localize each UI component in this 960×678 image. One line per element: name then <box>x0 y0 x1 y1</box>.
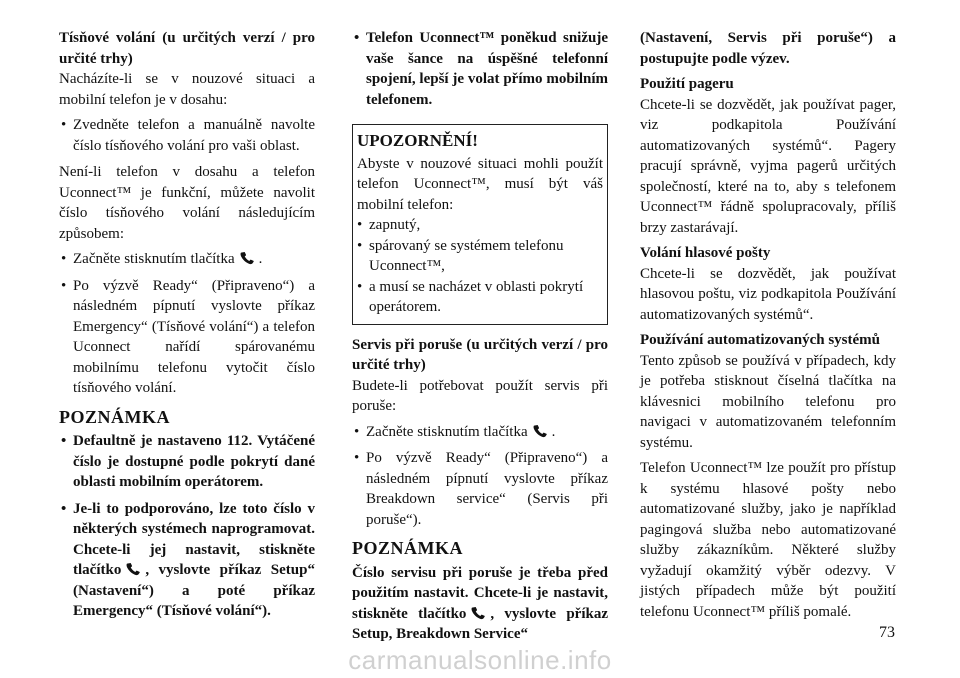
page-number: 73 <box>879 624 895 641</box>
heading-voicemail: Volání hlasové pošty <box>640 245 771 261</box>
list-item: • Telefon Uconnect™ poněkud snižuje vaše šance na úspěšné telefonní spojení, lepší je volat přímo mobilním telefonem. <box>352 28 608 110</box>
list-item: • Začněte stisknutím tlačítka . <box>352 422 608 443</box>
paragraph: Chcete-li se dozvědět, jak používat pager, viz podkapitola Používání automatizovaných systémů“. Pagery pracují správně, vyjma pagerů určitých společností, které na to, aby s telefonem Uconnect™ řádně spolupracovaly, příliš brzy zastarávají. <box>640 96 896 236</box>
warning-item: • zapnutý, <box>357 215 603 236</box>
list-item: • Zvedněte telefon a manuálně navolte číslo tísňového volání pro vaši oblast. <box>59 115 315 156</box>
column-left <box>59 28 315 628</box>
note-heading: POZNÁMKA <box>59 406 170 427</box>
paragraph: Chcete-li se dozvědět, jak používat hlasovou poštu, viz podkapitola Používání automatizovaných systémů“. <box>640 265 896 323</box>
warning-text: Abyste v nouzové situaci mohli použít telefon Uconnect™, musí být váš mobilní telefon: <box>357 155 603 213</box>
list-item: • Po výzvě Ready“ (Připraveno“) a následném pípnutí vyslovte příkaz Breakdown service“ (Servis při poruše“). <box>352 448 608 530</box>
note-text: Číslo servisu při poruše je třeba před použitím nastavit. Chcete-li je nastavit, stiskněte tlačítko , vyslovte příkaz Setup, Breakdown Service“ <box>352 564 608 642</box>
paragraph: Budete-li potřebovat použít servis při poruše: <box>352 377 608 414</box>
heading-breakdown-service: Servis při poruše (u určitých verzí / pro určité trhy) <box>352 336 608 373</box>
phone-icon <box>239 251 255 265</box>
heading-pager: Použití pageru <box>640 76 734 92</box>
warning-item: • a musí se nacházet v oblasti pokrytí operátorem. <box>357 277 603 318</box>
paragraph: Není-li telefon v dosahu a telefon Uconnect™ je funkční, můžete navolit číslo tísňového volání následujícím způsobem: <box>59 164 315 242</box>
note-item: • Defaultně je nastaveno 112. Vytáčené číslo je dostupné podle pokrytí dané oblasti mobilním operátorem. <box>59 431 315 493</box>
phone-icon <box>532 424 548 438</box>
note-heading: POZNÁMKA <box>352 538 463 558</box>
column-right <box>640 28 896 627</box>
warning-box <box>352 124 608 325</box>
phone-icon <box>125 562 141 576</box>
paragraph: Nacházíte-li se v nouzové situaci a mobilní telefon je v dosahu: <box>59 71 315 108</box>
phone-icon <box>470 606 486 620</box>
list-item: • Po výzvě Ready“ (Připraveno“) a následném pípnutí vyslovte příkaz Emergency“ (Tísňové volání“) a telefon Uconnect nařídí spárovanému mobilnímu telefonu vytočit číslo tísňového volání. <box>59 276 315 399</box>
warning-title: UPOZORNĚNÍ! <box>357 131 478 150</box>
list-item: • Začněte stisknutím tlačítka . <box>59 249 315 270</box>
note-item: • Je-li to podporováno, lze toto číslo v některých systémech naprogramovat. Chcete-li jej nastavit, stiskněte tlačítko , vyslovte příkaz Setup“ (Nastavení“) a poté příkaz Emergency“ (Tísňové volání“). <box>59 499 315 622</box>
paragraph: Tento způsob se používá v případech, kdy je potřeba stisknout číselná tlačítka na klávesnici mobilního telefonu pro navigaci v automatizovaném telefonním systému. <box>640 352 896 451</box>
heading-automated-systems: Používání automatizovaných systémů <box>640 332 880 348</box>
paragraph: Telefon Uconnect™ lze použít pro přístup k systému hlasové pošty nebo automatizované služby, jako je například pagingová služba nebo automatizované služby zákazníkům. Některé služby vyžadují okamžitý výběr odezvy. V jistých případech může být použití telefonu Uconnect™ příliš pomalé. <box>640 460 896 620</box>
column-middle <box>352 28 608 650</box>
warning-item: • spárovaný se systémem telefonu Uconnect™, <box>357 236 603 277</box>
watermark: carmanualsonline.info <box>348 645 612 675</box>
heading-emergency-call: Tísňové volání (u určitých verzí / pro určité trhy) <box>59 30 315 67</box>
paragraph-continued: (Nastavení, Servis při poruše“) a postupujte podle výzev. <box>640 30 896 67</box>
